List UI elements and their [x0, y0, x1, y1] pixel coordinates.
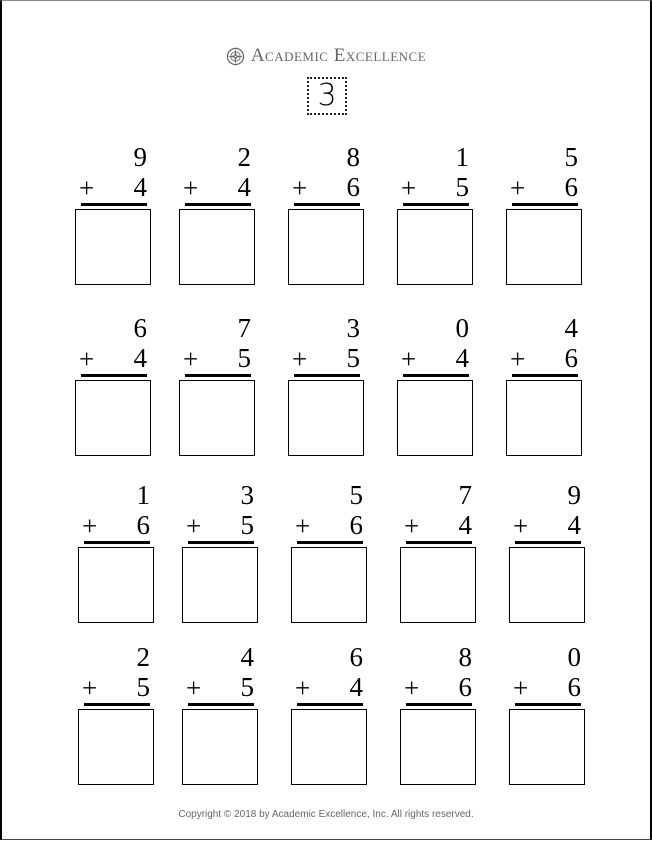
bottom-addend: 6 [458, 672, 472, 702]
answer-box[interactable] [78, 547, 154, 623]
answer-box[interactable] [179, 209, 255, 285]
sum-line [294, 203, 360, 206]
answer-box[interactable] [75, 209, 151, 285]
addition-problem [288, 314, 364, 460]
addition-problem [291, 481, 367, 627]
top-addend: 4 [564, 313, 578, 343]
answer-box[interactable] [400, 547, 476, 623]
plus-sign: + [82, 511, 98, 541]
plus-sign: + [513, 673, 529, 703]
plus-sign: + [183, 344, 199, 374]
sum-line [403, 374, 469, 377]
answer-box[interactable] [179, 380, 255, 456]
answer-box[interactable] [509, 709, 585, 785]
plus-sign: + [513, 511, 529, 541]
bottom-addend: 6 [346, 172, 360, 202]
answer-box[interactable] [78, 709, 154, 785]
addition-problem [509, 643, 585, 789]
top-addend: 3 [240, 480, 254, 510]
answer-box[interactable] [182, 547, 258, 623]
sum-line [512, 374, 578, 377]
top-addend: 9 [567, 480, 581, 510]
plus-sign: + [292, 344, 308, 374]
sum-line [84, 541, 150, 544]
bottom-addend: 6 [564, 172, 578, 202]
sum-line [297, 703, 363, 706]
bottom-addend: 6 [567, 672, 581, 702]
top-addend: 0 [567, 642, 581, 672]
bottom-addend: 4 [237, 172, 251, 202]
sum-line [185, 203, 251, 206]
sum-line [188, 703, 254, 706]
bottom-addend: 5 [240, 672, 254, 702]
copyright-notice: Copyright © 2018 by Academic Excellence, Inc. All rights reserved. [178, 809, 474, 820]
sum-line [403, 203, 469, 206]
plus-sign: + [292, 173, 308, 203]
addition-problem [506, 314, 582, 460]
bottom-addend: 5 [136, 672, 150, 702]
answer-box[interactable] [291, 547, 367, 623]
answer-box[interactable] [291, 709, 367, 785]
top-addend: 1 [455, 142, 469, 172]
bottom-addend: 6 [349, 510, 363, 540]
plus-sign: + [79, 344, 95, 374]
sum-line [81, 374, 147, 377]
top-addend: 6 [133, 313, 147, 343]
top-addend: 5 [349, 480, 363, 510]
sum-line [515, 703, 581, 706]
sum-line [188, 541, 254, 544]
bottom-addend: 4 [133, 172, 147, 202]
addition-problem [75, 314, 151, 460]
top-addend: 9 [133, 142, 147, 172]
bottom-addend: 4 [133, 343, 147, 373]
sum-line [406, 541, 472, 544]
top-addend: 8 [458, 642, 472, 672]
bottom-addend: 5 [240, 510, 254, 540]
sum-line [294, 374, 360, 377]
answer-box[interactable] [288, 380, 364, 456]
plus-sign: + [510, 173, 526, 203]
plus-sign: + [510, 344, 526, 374]
answer-box[interactable] [506, 209, 582, 285]
top-addend: 4 [240, 642, 254, 672]
addition-problem [78, 481, 154, 627]
bottom-addend: 5 [455, 172, 469, 202]
plus-sign: + [295, 673, 311, 703]
sum-line [84, 703, 150, 706]
addition-problem [182, 643, 258, 789]
sum-line [81, 203, 147, 206]
addition-problem [75, 143, 151, 289]
top-addend: 7 [458, 480, 472, 510]
sum-line [406, 703, 472, 706]
bottom-addend: 4 [349, 672, 363, 702]
plus-sign: + [79, 173, 95, 203]
plus-sign: + [186, 673, 202, 703]
addition-problem [288, 143, 364, 289]
answer-box[interactable] [506, 380, 582, 456]
sum-line [515, 541, 581, 544]
top-addend: 8 [346, 142, 360, 172]
sum-line [297, 541, 363, 544]
plus-sign: + [401, 344, 417, 374]
top-addend: 3 [346, 313, 360, 343]
problem-grid [2, 1, 652, 841]
addition-problem [397, 314, 473, 460]
addition-problem [182, 481, 258, 627]
top-addend: 1 [136, 480, 150, 510]
addition-problem [179, 314, 255, 460]
answer-box[interactable] [397, 380, 473, 456]
addition-problem [509, 481, 585, 627]
top-addend: 7 [237, 313, 251, 343]
bottom-addend: 6 [564, 343, 578, 373]
addition-problem [400, 643, 476, 789]
top-addend: 0 [455, 313, 469, 343]
top-addend: 2 [237, 142, 251, 172]
top-addend: 5 [564, 142, 578, 172]
sum-line [512, 203, 578, 206]
addition-problem [397, 143, 473, 289]
plus-sign: + [183, 173, 199, 203]
bottom-addend: 5 [346, 343, 360, 373]
answer-box[interactable] [397, 209, 473, 285]
plus-sign: + [401, 173, 417, 203]
plus-sign: + [82, 673, 98, 703]
bottom-addend: 4 [567, 510, 581, 540]
answer-box[interactable] [182, 709, 258, 785]
bottom-addend: 6 [136, 510, 150, 540]
level-number: 3 [307, 77, 347, 115]
answer-box[interactable] [288, 209, 364, 285]
bottom-addend: 5 [237, 343, 251, 373]
answer-box[interactable] [75, 380, 151, 456]
plus-sign: + [404, 511, 420, 541]
addition-problem [506, 143, 582, 289]
answer-box[interactable] [400, 709, 476, 785]
bottom-addend: 4 [455, 343, 469, 373]
answer-box[interactable] [509, 547, 585, 623]
top-addend: 6 [349, 642, 363, 672]
bottom-addend: 4 [458, 510, 472, 540]
addition-problem [291, 643, 367, 789]
plus-sign: + [186, 511, 202, 541]
sum-line [185, 374, 251, 377]
brand-name: Academic Excellence [250, 45, 427, 66]
plus-sign: + [404, 673, 420, 703]
addition-problem [78, 643, 154, 789]
plus-sign: + [295, 511, 311, 541]
top-addend: 2 [136, 642, 150, 672]
addition-problem [179, 143, 255, 289]
addition-problem [400, 481, 476, 627]
